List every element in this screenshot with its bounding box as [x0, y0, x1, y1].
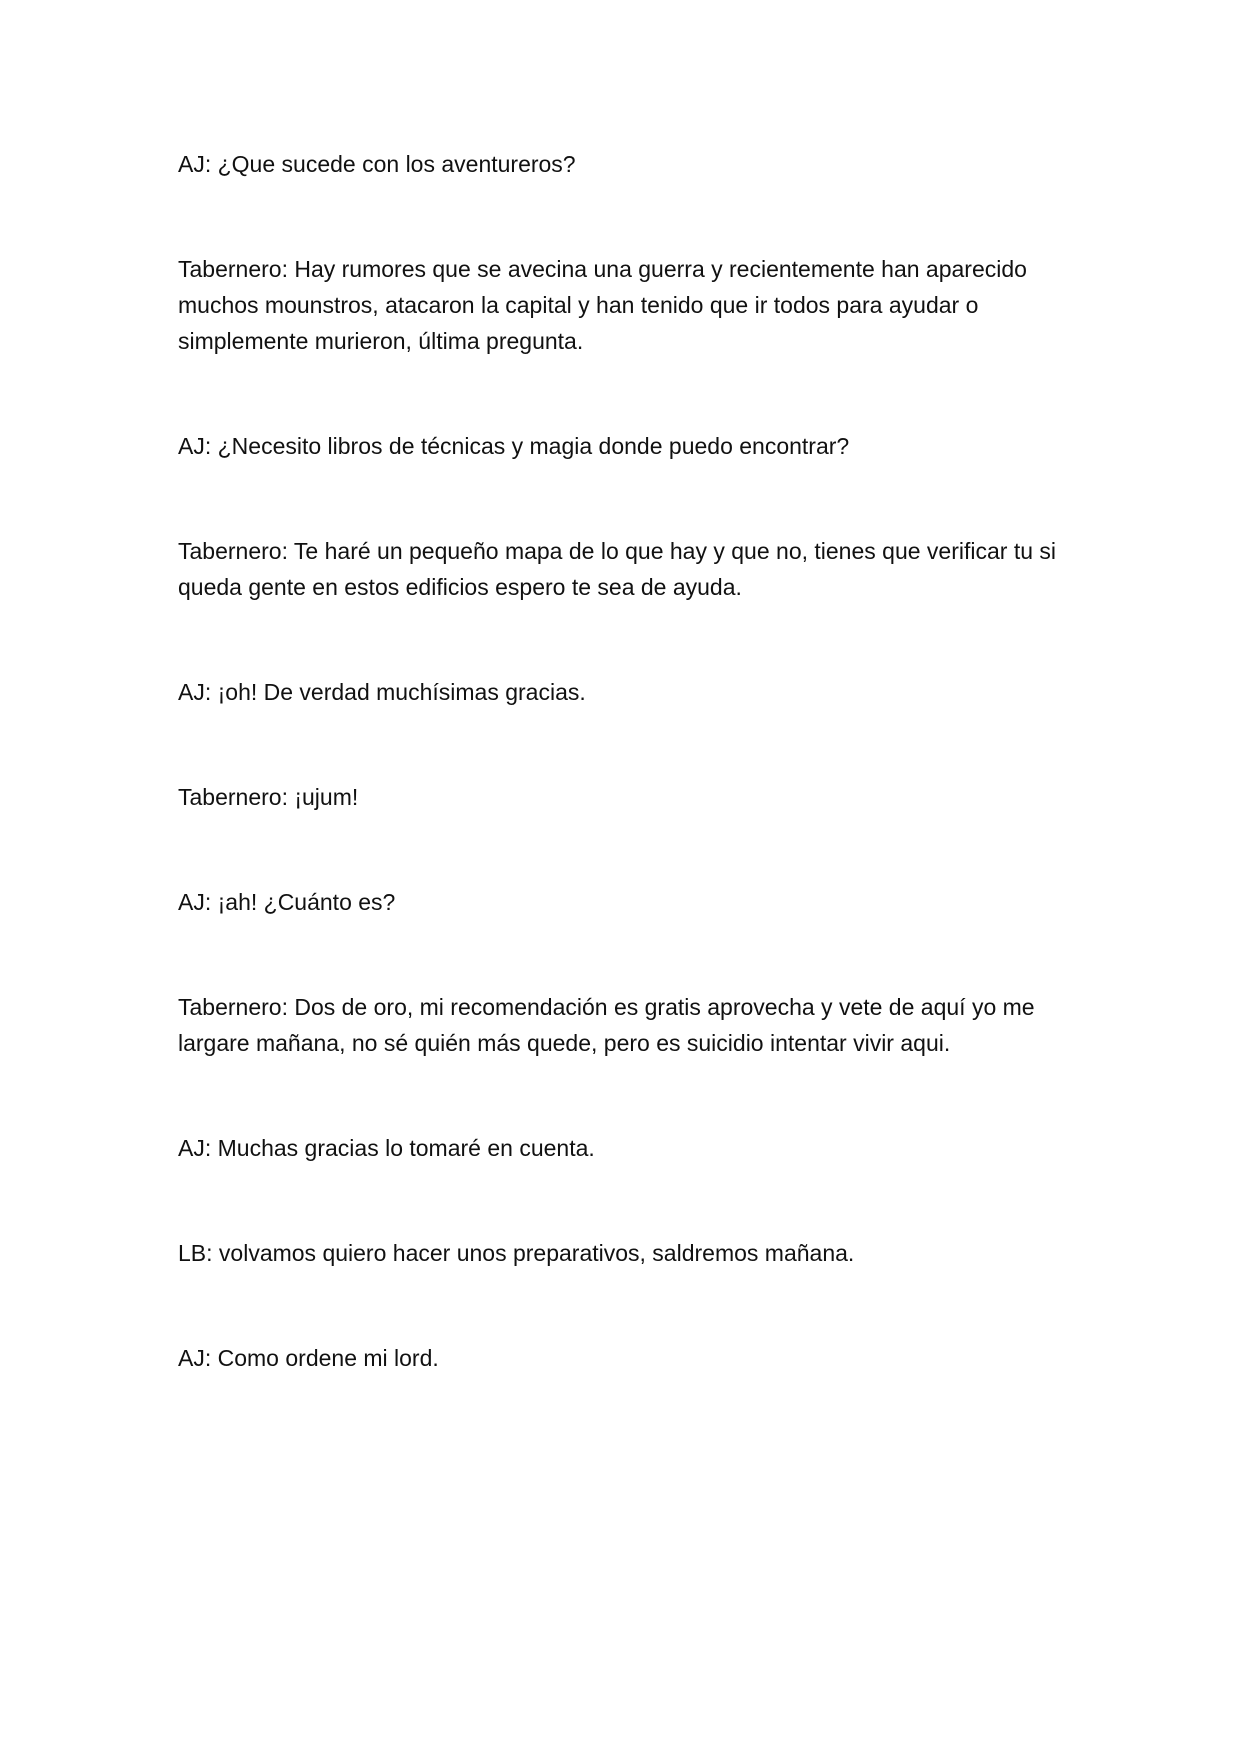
dialogue-paragraph: Tabernero: ¡ujum! [178, 784, 359, 810]
dialogue-paragraph: Tabernero: Hay rumores que se avecina una guerra y recientemente han aparecido muchos mounstros, atacaron la capital y han tenido que ir todos para ayudar o simplemente murieron, última pregunta. [178, 256, 1027, 354]
dialogue-paragraph: LB: volvamos quiero hacer unos preparativos, saldremos mañana. [178, 1240, 855, 1266]
dialogue-paragraph: Tabernero: Te haré un pequeño mapa de lo que hay y que no, tienes que verificar tu si queda gente en estos edificios espero te sea de ayuda. [178, 538, 1056, 600]
dialogue-paragraph: AJ: ¡ah! ¿Cuánto es? [178, 889, 396, 915]
dialogue-paragraph: Tabernero: Dos de oro, mi recomendación es gratis aprovecha y vete de aquí yo me largare mañana, no sé quién más quede, pero es suicidio intentar vivir aqui. [178, 994, 1035, 1056]
dialogue-paragraph: AJ: ¡oh! De verdad muchísimas gracias. [178, 679, 586, 705]
document-body [178, 146, 1083, 1445]
dialogue-paragraph: AJ: Como ordene mi lord. [178, 1345, 439, 1371]
dialogue-paragraph: AJ: ¿Que sucede con los aventureros? [178, 151, 576, 177]
dialogue-paragraph: AJ: Muchas gracias lo tomaré en cuenta. [178, 1135, 595, 1161]
dialogue-paragraph: AJ: ¿Necesito libros de técnicas y magia donde puedo encontrar? [178, 433, 850, 459]
